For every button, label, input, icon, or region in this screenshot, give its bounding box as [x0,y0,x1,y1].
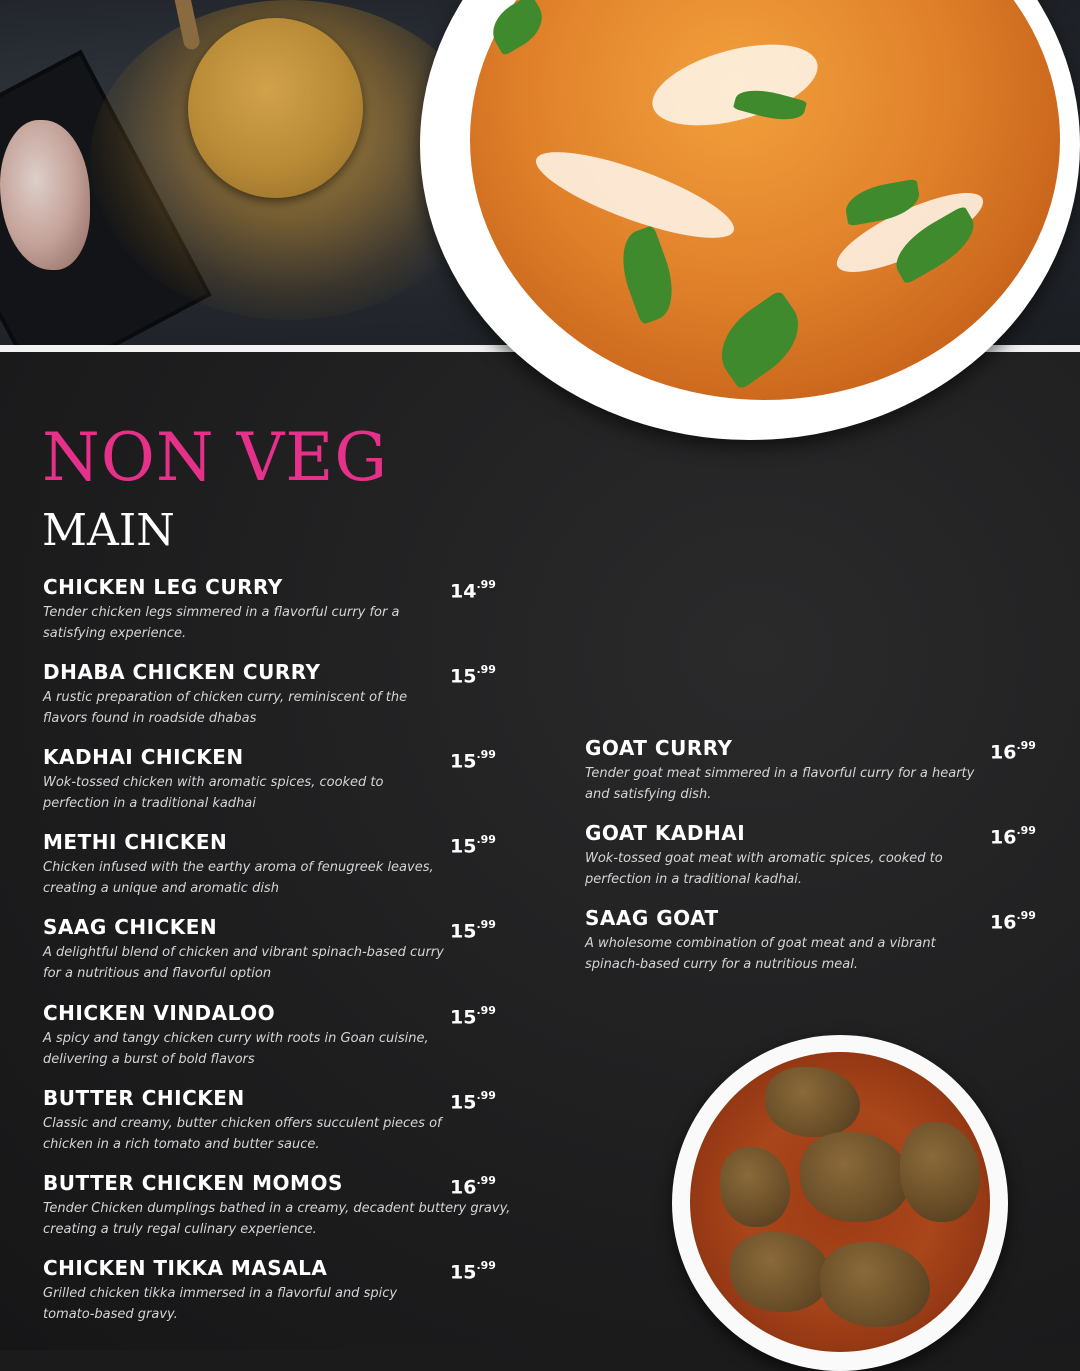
item-name: CHICKEN LEG CURRY [43,575,283,599]
meat-piece [800,1132,910,1222]
item-description: Classic and creamy, butter chicken offers succulent pieces of chicken in a rich tomato and butter sauce. [43,1116,442,1152]
item-description: Tender goat meat simmered in a flavorful curry for a hearty and satisfying dish. [585,766,975,802]
item-price: $15^{.99}$ [450,1004,496,1029]
item-name: SAAG GOAT [585,906,719,930]
item-price: $15^{.99}$ [450,1089,496,1114]
spice-spoon-illustration [188,18,363,198]
menu-item [585,736,1055,805]
menu-item [43,1001,513,1070]
item-name: KADHAI CHICKEN [43,745,244,769]
menu-item [43,1086,513,1155]
item-name: GOAT CURRY [585,736,733,760]
item-price: $16^{.99}$ [990,824,1036,849]
meat-piece [730,1232,830,1312]
cilantro-leaf-icon [611,225,684,325]
item-price: $15^{.99}$ [450,663,496,688]
menu-item [43,745,513,814]
item-description: Tender Chicken dumplings bathed in a creamy, decadent buttery gravy, creating a truly regal culinary experience. [43,1201,511,1237]
item-description: Chicken infused with the earthy aroma of fenugreek leaves, creating a unique and aromatic dish [43,860,434,896]
menu-item [585,906,1055,975]
item-name: METHI CHICKEN [43,830,228,854]
item-price: $15^{.99}$ [450,833,496,858]
menu-item [585,821,1055,890]
item-price: $15^{.99}$ [450,748,496,773]
item-description: A spicy and tangy chicken curry with roots in Goan cuisine, delivering a burst of bold flavors [43,1031,429,1067]
item-price: $16^{.99}$ [990,739,1036,764]
item-price: $15^{.99}$ [450,1259,496,1284]
section-heading: NON VEG [42,419,389,496]
item-name: DHABA CHICKEN CURRY [43,660,321,684]
item-name: SAAG CHICKEN [43,915,218,939]
item-description: Wok-tossed goat meat with aromatic spices, cooked to perfection in a traditional kadhai. [585,851,943,887]
item-name: BUTTER CHICKEN MOMOS [43,1171,343,1195]
goat-curry-illustration [690,1052,990,1352]
item-price: $16^{.99}$ [990,909,1036,934]
menu-item [43,575,513,644]
item-description: Tender chicken legs simmered in a flavorful curry for a satisfying experience. [43,605,400,641]
item-price: $16^{.99}$ [450,1174,496,1199]
item-description: A delightful blend of chicken and vibrant spinach-based curry for a nutritious and flavorful option [43,945,444,981]
item-description: A wholesome combination of goat meat and a vibrant spinach-based curry for a nutritious meal. [585,936,936,972]
item-price: $14^{.99}$ [450,578,496,603]
menu-item [43,1256,513,1325]
meat-piece [720,1147,790,1227]
menu-item [43,660,513,729]
item-name: BUTTER CHICKEN [43,1086,245,1110]
item-name: CHICKEN VINDALOO [43,1001,276,1025]
menu-item [43,1171,543,1240]
item-description: Wok-tossed chicken with aromatic spices, cooked to perfection in a traditional kadhai [43,775,384,811]
cream-swirl [644,29,826,141]
cilantro-leaf-icon [706,290,814,391]
meat-piece [900,1122,980,1222]
item-name: CHICKEN TIKKA MASALA [43,1256,328,1280]
section-subheading: MAIN [42,505,175,556]
meat-piece [765,1067,860,1137]
item-description: Grilled chicken tikka immersed in a flavorful and spicy tomato-based gravy. [43,1286,398,1322]
menu-item [43,830,513,899]
item-description: A rustic preparation of chicken curry, reminiscent of the flavors found in roadside dhabas [43,690,408,726]
item-price: $15^{.99}$ [450,918,496,943]
meat-piece [820,1242,930,1327]
item-name: GOAT KADHAI [585,821,746,845]
menu-item [43,915,513,984]
